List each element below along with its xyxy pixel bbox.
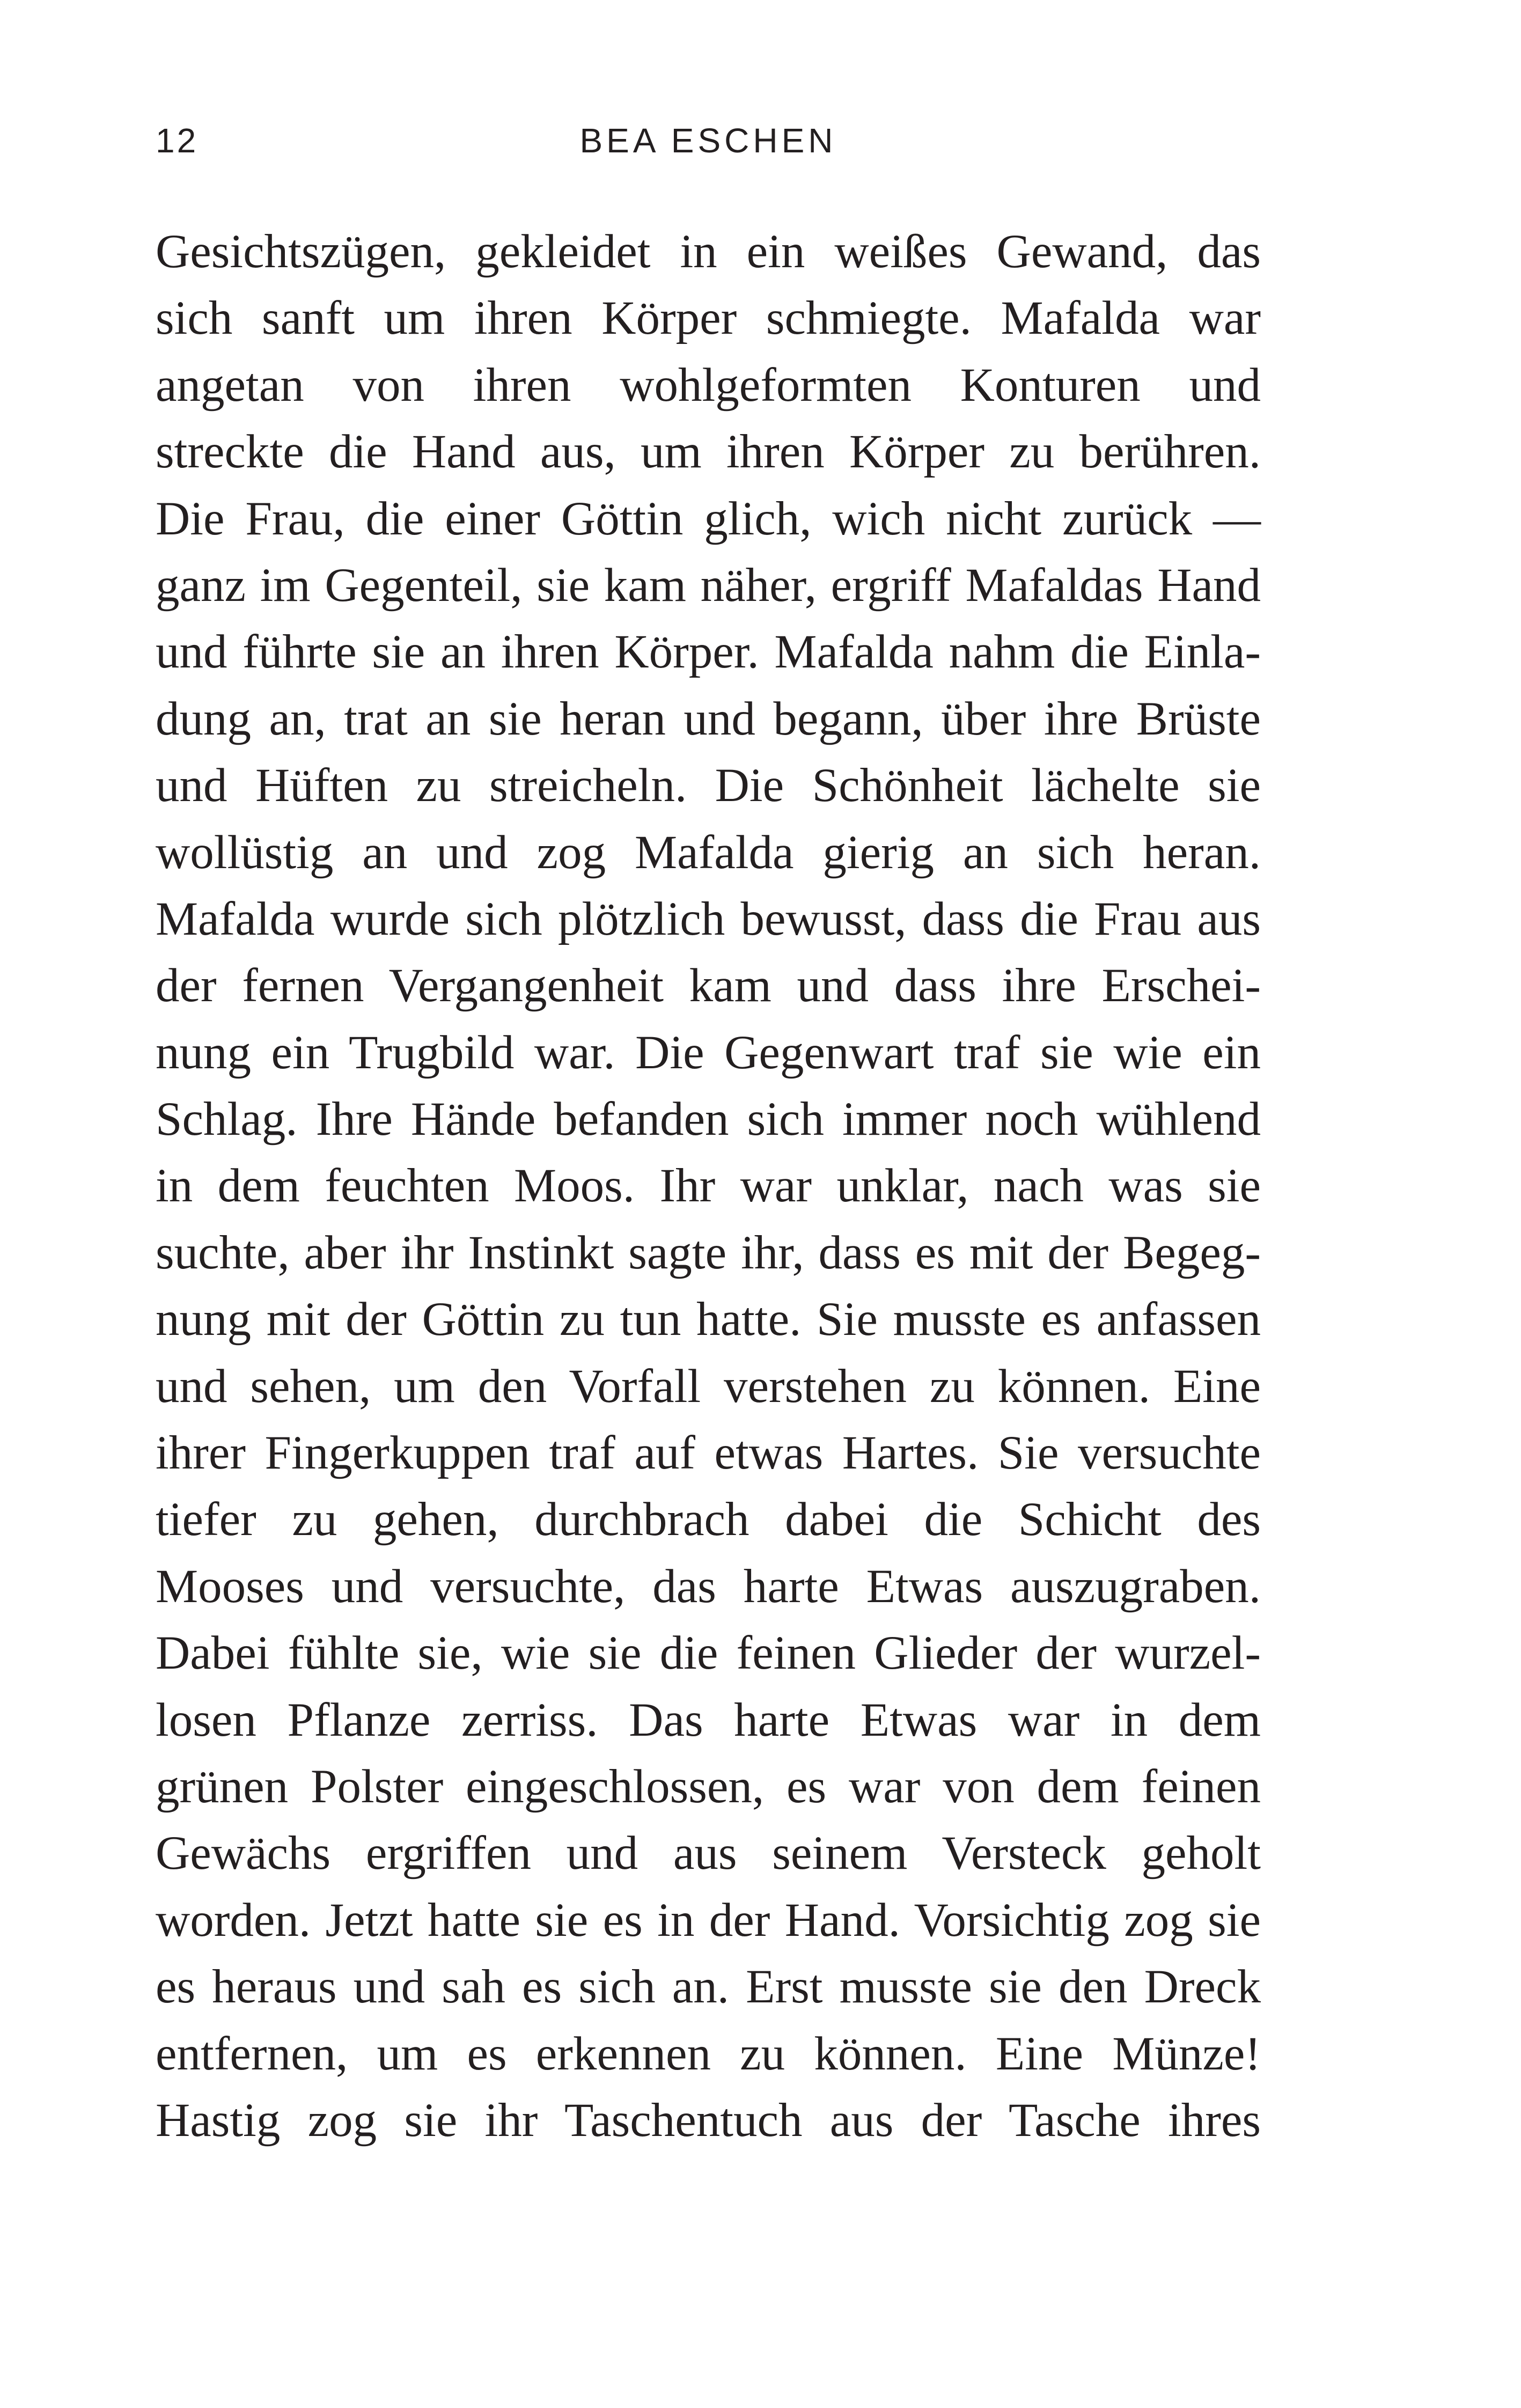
text-line: angetan von ihren wohlgeformten Konturen und xyxy=(156,358,1261,412)
text-line: grünen Polster eingeschlossen, es war von dem feinen xyxy=(156,1760,1261,1813)
text-line: sich sanft um ihren Körper schmiegte. Mafalda war xyxy=(156,292,1261,345)
text-line: wollüstig an und zog Mafalda gierig an sich heran. xyxy=(156,826,1261,879)
text-line: dung an, trat an sie heran und begann, über ihre Brüste xyxy=(156,692,1261,745)
text-line: suchte, aber ihr Instinkt sagte ihr, dass es mit der Begeg- xyxy=(156,1226,1261,1279)
text-line: ganz im Gegenteil, sie kam näher, ergriff Mafaldas Hand xyxy=(156,559,1261,612)
text-line: streckte die Hand aus, um ihren Körper zu berühren. xyxy=(156,425,1261,479)
text-line: und Hüften zu streicheln. Die Schönheit lächelte sie xyxy=(156,759,1261,812)
text-line: es heraus und sah es sich an. Erst musste sie den Dreck xyxy=(156,1961,1261,2014)
text-line: und sehen, um den Vorfall verstehen zu können. Eine xyxy=(156,1360,1261,1413)
page-number: 12 xyxy=(156,121,199,160)
text-line: tiefer zu gehen, durchbrach dabei die Schicht des xyxy=(156,1493,1261,1546)
text-line: Mafalda wurde sich plötzlich bewusst, dass die Frau aus xyxy=(156,892,1261,945)
body-text xyxy=(156,218,1261,2154)
text-line: Gesichtszügen, gekleidet in ein weißes Gewand, das xyxy=(156,225,1261,278)
running-head-author: BEA ESCHEN xyxy=(579,121,837,160)
text-line: Gewächs ergriffen und aus seinem Versteck geholt xyxy=(156,1827,1261,1880)
text-line: nung mit der Göttin zu tun hatte. Sie musste es anfassen xyxy=(156,1293,1261,1346)
text-line: Schlag. Ihre Hände befanden sich immer noch wühlend xyxy=(156,1093,1261,1146)
text-line: nung ein Trugbild war. Die Gegenwart traf sie wie ein xyxy=(156,1026,1261,1079)
text-line: Hastig zog sie ihr Taschentuch aus der Tasche ihres xyxy=(156,2094,1261,2147)
text-line: worden. Jetzt hatte sie es in der Hand. Vorsichtig zog sie xyxy=(156,1893,1261,1947)
text-line: in dem feuchten Moos. Ihr war unklar, nach was sie xyxy=(156,1159,1261,1213)
text-line: Die Frau, die einer Göttin glich, wich nicht zurück — xyxy=(156,492,1261,545)
text-line: ihrer Fingerkuppen traf auf etwas Hartes. Sie versuchte xyxy=(156,1427,1261,1480)
text-line: losen Pflanze zerriss. Das harte Etwas war in dem xyxy=(156,1693,1261,1746)
text-line: der fernen Vergangenheit kam und dass ihre Erschei- xyxy=(156,959,1261,1012)
text-line: Dabei fühlte sie, wie sie die feinen Glieder der wurzel- xyxy=(156,1627,1261,1680)
text-line: Mooses und versuchte, das harte Etwas auszugraben. xyxy=(156,1560,1261,1613)
text-line: entfernen, um es erkennen zu können. Eine Münze! xyxy=(156,2027,1261,2080)
text-line: und führte sie an ihren Körper. Mafalda nahm die Einla- xyxy=(156,626,1261,679)
running-head xyxy=(156,119,1261,162)
